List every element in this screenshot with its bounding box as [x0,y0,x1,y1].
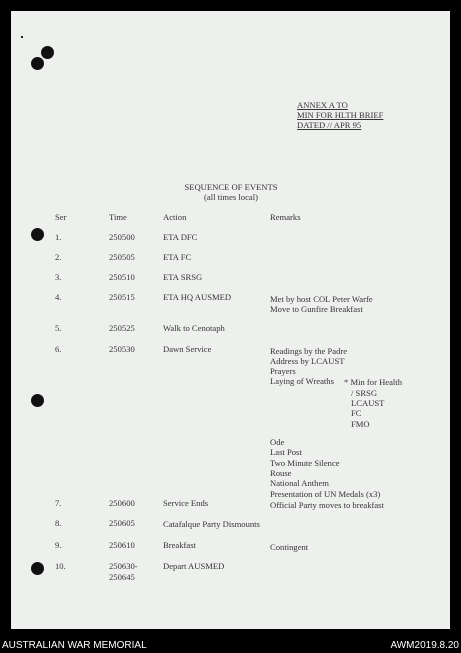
row-action: ETA FC [163,252,192,262]
row-remark: Met by host COL Peter Warfe [270,294,373,304]
row-time: 250515 [109,292,135,302]
row-action: Catafalque Party Dismounts [163,519,260,529]
row-action: Depart AUSMED [163,561,225,571]
row-ser: 2. [55,252,62,262]
punch-hole [31,394,44,407]
row-ser: 5. [55,323,62,333]
row-time: 250505 [109,252,135,262]
row-time: 250600 [109,498,135,508]
row-action: Service Ends [163,498,209,508]
row-ser: 10. [55,561,66,571]
row-action: ETA DFC [163,232,198,242]
punch-hole [31,57,44,70]
row-time: 250525 [109,323,135,333]
row-action: Walk to Cenotaph [163,323,225,333]
row-remark: National Anthem [270,478,329,488]
annex-line: DATED // APR 95 [297,120,362,130]
wreath-item: * Min for Health [344,377,402,387]
wreath-item: FMO [351,419,370,429]
row-time: 250630- [109,561,138,571]
row-action: ETA SRSG [163,272,203,282]
row-action: ETA HQ AUSMED [163,292,232,302]
footer-accession-number: AWM2019.8.20 [390,640,459,651]
row-ser: 1. [55,232,62,242]
header-ser: Ser [55,212,67,222]
header-action: Action [163,212,187,222]
header-time: Time [109,212,127,222]
punch-hole [31,228,44,241]
footer-credit: AUSTRALIAN WAR MEMORIAL [2,640,147,651]
row-time: 250530 [109,344,135,354]
header-remarks: Remarks [270,212,301,222]
wreath-item: / SRSG [351,388,378,398]
row-remark: Ode [270,437,285,447]
row-remark: Last Post [270,447,302,457]
row-remark: Prayers [270,366,296,376]
row-ser: 3. [55,272,62,282]
row-time: 250610 [109,540,135,550]
row-remark: Contingent [270,542,309,552]
row-ser: 8. [55,518,62,528]
document-page [11,11,450,629]
punch-hole [31,562,44,575]
wreath-item: FC [351,408,362,418]
row-remark: Laying of Wreaths [270,376,334,386]
row-remark: Readings by the Padre [270,346,348,356]
row-ser: 4. [55,292,62,302]
row-time: 250605 [109,518,135,528]
row-remark: Address by LCAUST [270,356,345,366]
row-action: Dawn Service [163,344,212,354]
punch-hole [41,46,54,59]
row-time: 250510 [109,272,135,282]
row-remark: Move to Gunfire Breakfast [270,304,363,314]
row-time: 250645 [109,572,135,582]
annex-line: MIN FOR HLTH BRIEF [297,110,384,120]
speck [21,36,23,38]
row-remark: Two Minute Silence [270,458,340,468]
page-subtitle: (all times local) [204,192,258,202]
page-title: SEQUENCE OF EVENTS [184,182,278,192]
wreath-item: LCAUST [351,398,385,408]
row-ser: 9. [55,540,62,550]
row-time: 250500 [109,232,135,242]
row-remark: Presentation of UN Medals (x3) [270,489,381,499]
row-ser: 6. [55,344,62,354]
row-action: Breakfast [163,540,196,550]
row-remark: Rouse [270,468,292,478]
row-remark: Official Party moves to breakfast [270,500,384,510]
annex-line: ANNEX A TO [297,100,348,110]
row-ser: 7. [55,498,62,508]
